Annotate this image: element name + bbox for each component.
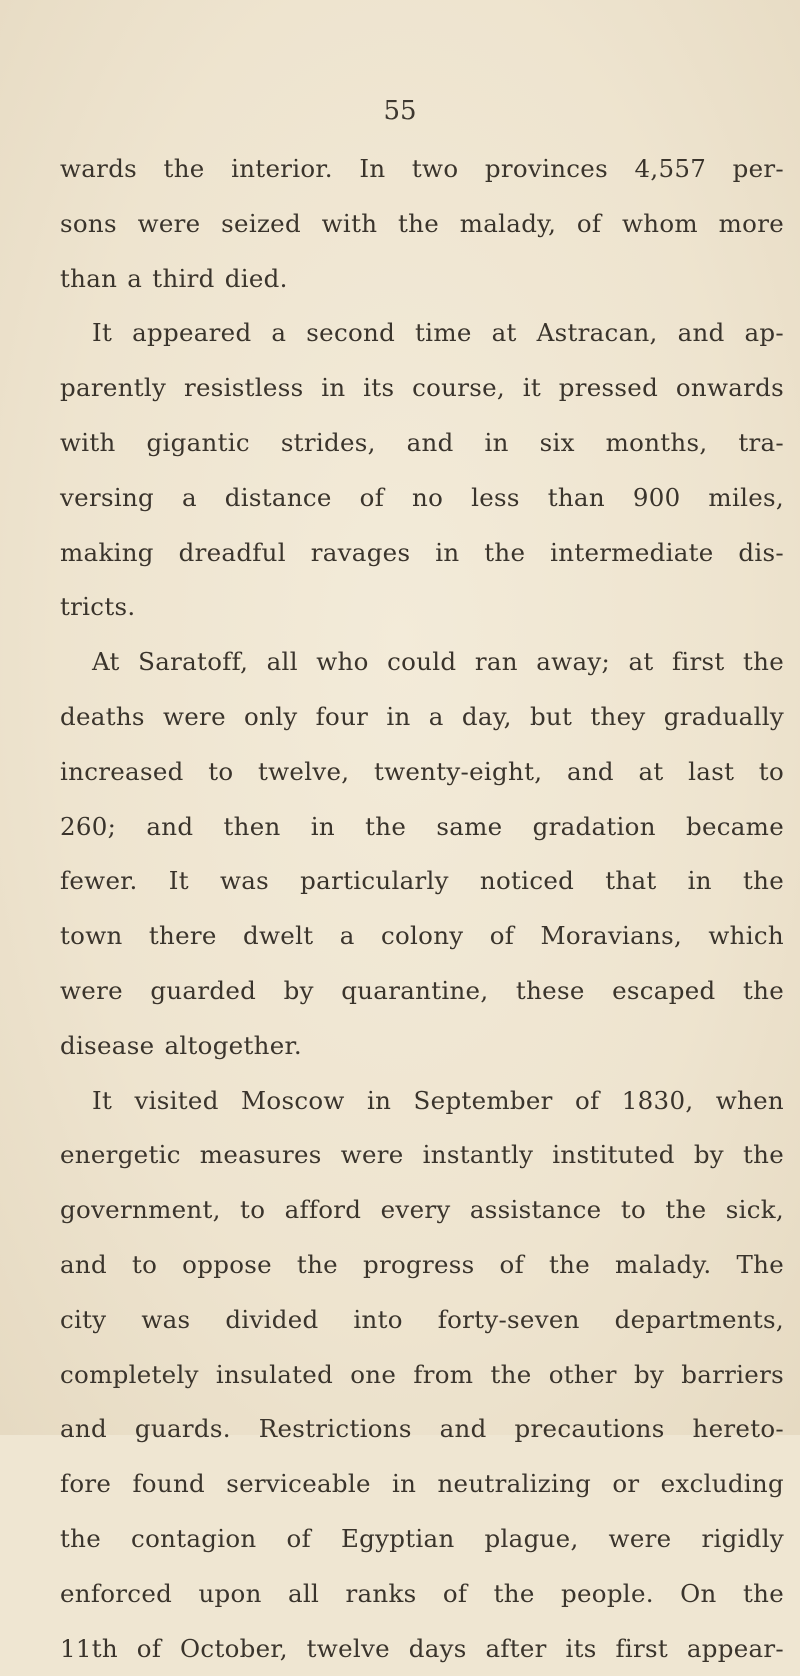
page-number: 55 xyxy=(383,96,417,126)
text-line: enforced upon all ranks of the people. On the xyxy=(60,1578,784,1608)
body-text xyxy=(60,142,784,1676)
text-line: city was divided into forty-seven departments, xyxy=(60,1304,784,1334)
text-line: fore found serviceable in neutralizing or excluding xyxy=(60,1469,784,1499)
text-line: versing a distance of no less than 900 miles, xyxy=(60,482,784,512)
text-line: completely insulated one from the other by barriers xyxy=(60,1359,784,1389)
text-line: than a third died. xyxy=(60,263,288,293)
text-line: energetic measures were instantly instituted by the xyxy=(60,1140,784,1170)
text-line: 260; and then in the same gradation became xyxy=(60,811,784,841)
text-line: 11th of October, twelve days after its first appear- xyxy=(60,1633,784,1663)
text-line: government, to afford every assistance to the sick, xyxy=(60,1195,784,1225)
text-line: with gigantic strides, and in six months, tra- xyxy=(60,427,784,457)
text-line: deaths were only four in a day, but they gradually xyxy=(60,701,784,731)
text-line: sons were seized with the malady, of whom more xyxy=(60,208,784,238)
text-line: disease altogether. xyxy=(60,1030,302,1060)
text-line: increased to twelve, twenty-eight, and at last to xyxy=(60,756,784,786)
text-line: tricts. xyxy=(60,592,136,622)
text-line: parently resistless in its course, it pressed onwards xyxy=(60,373,784,403)
text-line: and to oppose the progress of the malady. The xyxy=(60,1249,784,1279)
text-line: were guarded by quarantine, these escaped the xyxy=(60,975,784,1005)
text-line: and guards. Restrictions and precautions hereto- xyxy=(60,1414,784,1444)
text-line: At Saratoff, all who could ran away; at first the xyxy=(92,647,784,677)
text-line: the contagion of Egyptian plague, were rigidly xyxy=(60,1523,784,1553)
text-line: town there dwelt a colony of Moravians, which xyxy=(60,921,784,951)
text-line: It visited Moscow in September of 1830, when xyxy=(92,1085,784,1115)
text-line: It appeared a second time at Astracan, and ap- xyxy=(92,318,784,348)
text-line: making dreadful ravages in the intermediate dis- xyxy=(60,537,784,567)
text-line: wards the interior. In two provinces 4,557 per- xyxy=(60,154,784,183)
text-line: fewer. It was particularly noticed that in the xyxy=(60,866,784,896)
